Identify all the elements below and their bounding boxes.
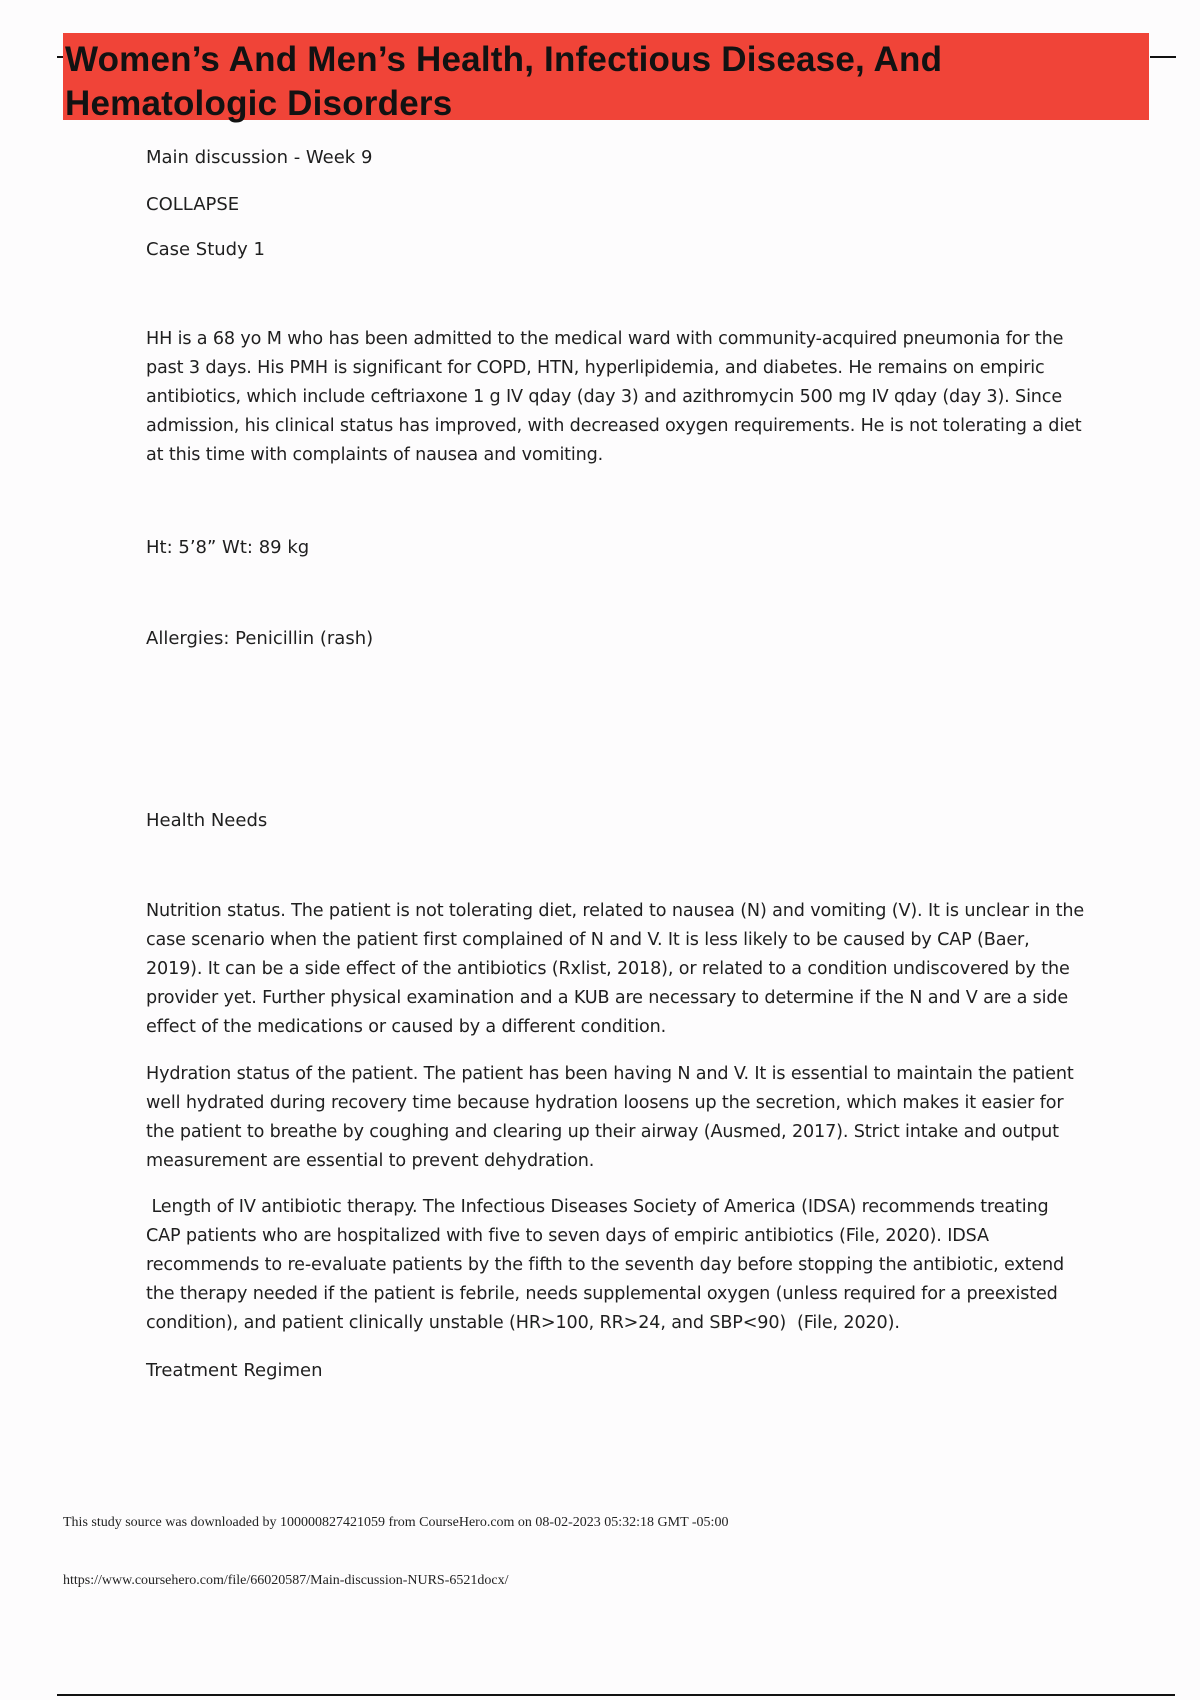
case-title: Case Study 1 — [146, 239, 265, 260]
hydration-paragraph: Hydration status of the patient. The patient has been having N and V. It is essential to maintain the patient well hydrated during recovery time because hydration loosens up the secretion, which makes it easier for the patient to breathe by coughing and clearing up their airway (Ausmed, 2017). Strict intake and output measurement are essential to prevent dehydration. — [146, 1064, 1074, 1171]
document-title-line-2: Hematologic Disorders — [65, 84, 453, 123]
patient-vitals: Ht: 5’8” Wt: 89 kg — [146, 537, 310, 558]
patient-allergies: Allergies: Penicillin (rash) — [146, 628, 374, 649]
discussion-label: Main discussion - Week 9 — [146, 147, 373, 168]
download-source-notice: This study source was downloaded by 100000827421059 from CourseHero.com on 08-02-2023 05:32:18 GMT -05:00 — [63, 1515, 729, 1530]
case-description: HH is a 68 yo M who has been admitted to the medical ward with community-acquired pneumonia for the past 3 days. His PMH is significant for COPD, HTN, hyperlipidemia, and diabetes. He remains on empiric antibiotics, which include ceftriaxone 1 g IV qday (day 3) and azithromycin 500 mg IV qday (day 3). Since admission, his clinical status has improved, with decreased oxygen requirements. He is not tolerating a diet at this time with complaints of nausea and vomiting. — [146, 329, 1082, 465]
right-edge-tick — [1150, 56, 1176, 58]
treatment-heading: Treatment Regimen — [146, 1360, 323, 1381]
antibiotic-paragraph: Length of IV antibiotic therapy. The Infectious Diseases Society of America (IDSA) recommends treating CAP patients who are hospitalized with five to seven days of empiric antibiotics (File, 2020). IDSA recommends to re-evaluate patients by the fifth to the seventh day before stopping the antibiotic, extend the therapy needed if the patient is febrile, needs supplemental oxygen (unless required for a preexisted condition), and patient clinically unstable (HR>100, RR>24, and SBP<90) (File, 2020). — [146, 1197, 1070, 1333]
collapse-label: COLLAPSE — [146, 194, 240, 215]
source-url: https://www.coursehero.com/file/66020587/Main-discussion-NURS-6521docx/ — [63, 1573, 509, 1588]
nutrition-paragraph: Nutrition status. The patient is not tolerating diet, related to nausea (N) and vomiting (V). It is unclear in the case scenario when the patient first complained of N and V. It is less likely to be caused by CAP (Baer, 2019). It can be a side effect of the antibiotics (Rxlist, 2018), or related to a condition undiscovered by the provider yet. Further physical examination and a KUB are necessary to determine if the N and V are a side effect of the medications or caused by a different condition. — [146, 901, 1085, 1037]
health-needs-heading: Health Needs — [146, 810, 268, 831]
title-banner — [63, 33, 1149, 123]
document-title-line-1: Women’s And Men’s Health, Infectious Disease, And — [65, 40, 943, 79]
footer-divider — [57, 1694, 1175, 1696]
